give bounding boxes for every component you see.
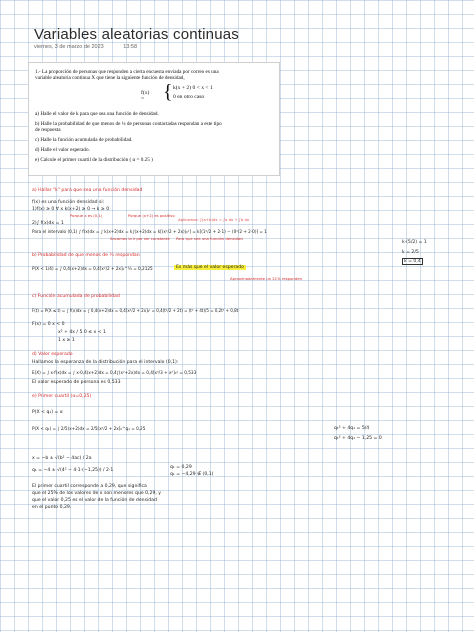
page-title: Variables aleatorias continuas	[34, 26, 240, 43]
question-c: c) Halle la función acumulada de probabilidad.	[35, 137, 133, 143]
section-b-highlight	[174, 265, 246, 270]
section-b-line-1: P(X < 1/4) = ∫ 0,4(x+2)dx = 0,4[x²/2 + 2x]₀^¼ = 0,2125	[32, 266, 153, 271]
question-a: a) Halle el valor de k para que sea una función de densidad.	[35, 111, 159, 117]
question-d: d) Halle el valor esperado.	[35, 147, 90, 153]
formula-case-1: k(x + 2) 0 < x < 1	[173, 85, 213, 91]
problem-intro-1: 1.- La proporción de personas que responden a cierta encuesta enviada por correo es una	[35, 69, 219, 75]
section-e-line-2: P(X < q₁) = ∫ 2/5(x+2)dx = 2/5[x²/2 + 2x]₀^q₁ = 0,25	[32, 426, 146, 431]
section-e-conclusion-1: El primer cuartil corresponde a 0,29, que significa	[32, 484, 147, 489]
section-e-line-4: q₁ = −4 ± √(4² − 4·1·(−1,25)) / 2·1	[32, 468, 114, 473]
section-e-line-1: P(X < q₁) = α	[32, 410, 63, 415]
section-a-note-3: Aplicamos: ∫(a+b)dx = ∫a dx + ∫b dx	[178, 217, 250, 222]
section-e-conclusion-2: que el 25% de los valores de x son menores que 0,29, y	[32, 491, 162, 496]
question-b-2: de respuesta	[35, 127, 61, 133]
section-a-line-3: 2)∫ f(x)dx = 1	[32, 221, 64, 226]
page-timestamp	[34, 44, 155, 50]
section-e-title: e) Primer cuartil (α=0,25)	[32, 394, 92, 399]
section-b-note: Aproximadamente un 21% responden	[230, 276, 302, 281]
page-date: viernes, 3 de marzo de 2023	[34, 44, 104, 50]
section-e-conclusion-3: que el valor 0,25 es el valor de la función de densidad	[32, 498, 157, 503]
question-e: e) Calcule el primer cuartil de la distribución ( α = 0.25 )	[35, 157, 153, 163]
section-a-note-1: Porque x es (0,1)	[70, 213, 103, 218]
section-a-line-1: f(x) es una función densidad si:	[32, 200, 105, 205]
section-a-note-2: Porque (x+2) es positivo	[128, 213, 175, 218]
section-d-title: d) Valor esperado	[32, 352, 73, 357]
section-d-line-2: E(X) = ∫ x·f(x)dx = ∫ x·0,4(x+2)dx = 0,4∫(x²+2x)dx = 0,4[x³/3 + x²]₀¹ = 0,533	[32, 370, 197, 375]
section-c-line-1: F(t) = P(X ≤ t) = ∫ f(x)dx = ∫ 0,4(x+2)dx = 0,4[x²/2 + 2x]₀ᵗ = 0,4(t²/2 + 2t) = (t² + 4t)/5 = 0,2t² + 0,8t	[32, 308, 239, 313]
formula-case-2: 0 en otro caso	[173, 94, 205, 100]
page-time: 13:58	[123, 44, 138, 50]
section-b-title: b) Probabilidad de que menos de ¼ respondan	[32, 253, 140, 258]
section-e-result-4: q₁ = −4,29 ∉ (0,1)	[170, 472, 214, 477]
section-a-result-3-box: k = 0,4	[404, 259, 421, 264]
section-a-line-4: Para el intervalo (0,1) ∫ f(x)dx = ∫ k(x+2)dx = k∫(x+2)dx = k[(x²/2 + 2x)|₀¹] = k[(1²/2 + 2·1) − (0²/2 + 2·0)] = 1	[32, 229, 267, 234]
section-a-result-1: k·(5/2) = 1	[402, 240, 427, 245]
section-e-conclusion-4: en el punto 0,29.	[32, 505, 72, 510]
section-e-result-2: q₁² + 4q₁ − 1,25 = 0	[334, 436, 382, 441]
section-b-highlight-text: Es más que el valor esperado	[176, 265, 244, 270]
section-e-line-3: x = −b ± √(b² − 4ac) / 2a	[32, 456, 92, 461]
problem-statement	[28, 62, 280, 176]
section-d-line-3: El valor esperado de persona es 0,533	[32, 380, 121, 385]
section-a-note-5: Para que sea una función densidad	[176, 236, 243, 241]
formula-fx: f(x) =	[141, 90, 150, 102]
section-c-piecewise-2: 1 x ≥ 1	[58, 338, 75, 343]
section-e-result-3: q₁ = 0,29	[170, 465, 192, 470]
section-a-note-4: Sacamos la k por ser constante	[110, 236, 170, 241]
brace-symbol: {	[163, 81, 173, 103]
section-e-result-1: q₁² + 4q₁ = 5/4	[334, 426, 370, 431]
section-a-result-3	[402, 259, 423, 264]
section-c-title: c) Función acumulada de probabilidad	[32, 294, 120, 299]
section-a-line-2: 1)f(x) ≥ 0 ∀ x k(x+2) ≥ 0 → k ≥ 0	[32, 207, 110, 212]
question-b-1: b) Halle la probabilidad de que menos de ¼ de personas contactadas respondan a este tipo	[35, 121, 222, 127]
section-a-title: a) Hallar "k" para que sea una función densidad	[32, 188, 143, 193]
section-c-piecewise-1: x² + 4x / 5 0 ≤ x < 1	[58, 330, 106, 335]
problem-intro-2: variable aleatoria continua X que tiene la siguiente función de densidad,	[35, 75, 185, 81]
section-a-result-2: k = 2/5	[402, 250, 419, 255]
section-c-piecewise-0: F(x) = 0 x < 0	[32, 322, 65, 327]
section-d-line-1: Hallamos la esperanza de la distribución para el intervalo (0,1):	[32, 360, 179, 365]
